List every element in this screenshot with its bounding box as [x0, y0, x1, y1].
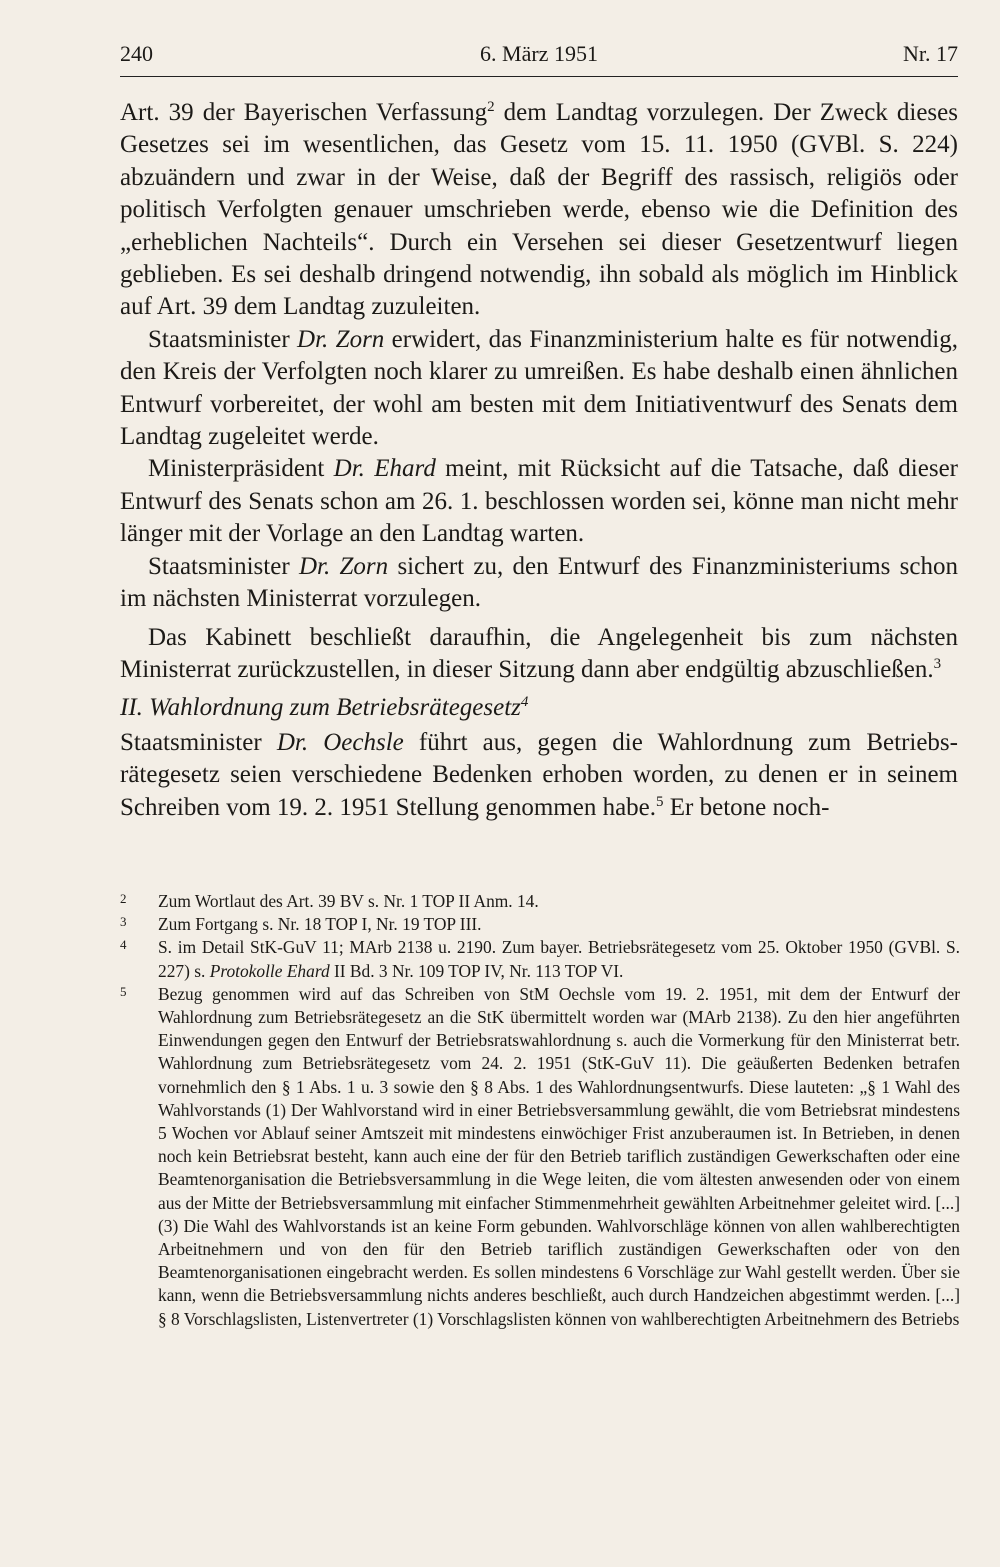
running-head-issue: Nr. 17 [903, 41, 958, 66]
text-run: Das Kabinett beschließt daraufhin, die Angelegenheit bis zum nächsten Ministerrat zurückzustellen, in dieser Sitzung dann aber endgültig abzuschließen. [120, 623, 958, 683]
section-heading [120, 692, 958, 724]
footnote-text [158, 891, 539, 911]
italic-name: Dr. Zorn [298, 552, 389, 580]
text-run: II Bd. 3 Nr. 109 TOP IV, Nr. 113 TOP VI. [329, 960, 624, 981]
text-run: Staatsminister [120, 728, 277, 756]
footnotes [120, 890, 960, 1331]
text-run: Ministerpräsident [148, 455, 334, 483]
footnote-ref: 2 [487, 99, 495, 115]
footnote-ref: 4 [520, 694, 529, 711]
text-run: Staatsminister [148, 325, 298, 353]
text-run: führt aus, gegen die Wahlordnung zum Betriebsrätegesetz seien verschiedene Bedenken erhoben worden, zu denen er in seinem Schreiben vom 19. 2. 1951 Stellung genommen habe. [120, 728, 958, 821]
italic-name: Dr. Zorn [297, 325, 385, 353]
footnote [120, 983, 960, 1331]
text-run: dem Landtag vorzulegen. Der Zweck dieses Gesetzes sei im wesentlichen, das Gesetz vom 15. 11. 1950 (GVBl. S. 224) abzuändern und zwar in der Weise, daß der Begriff des rassisch, religiös oder politisch Verfolgten genauer umschrieben werde, ebenso wie die Definition des „erheblichen Nachteils“. Durch ein Versehen sei dieser Gesetzentwurf liegen geblieben. Es sei deshalb dringend notwendig, ihn sobald als möglich im Hinblick auf Art. 39 dem Landtag zuzuleiten. [120, 99, 958, 321]
paragraph [120, 622, 958, 687]
italic-name: Dr. Oechsle [276, 728, 404, 756]
running-head-date: 6. März 1951 [480, 41, 598, 66]
footnote-text [158, 914, 482, 934]
footnote [120, 936, 960, 982]
header-rule [120, 76, 958, 77]
text-run: S. im Detail StK-GuV 11; MArb 2138 u. 2190. Zum bayer. Betriebsrätegesetz vom 25. Oktober 1950 (GVBl. S. 227) s. [158, 937, 960, 981]
text-run: sichert zu, den Entwurf des Finanzministeriums schon im nächsten Ministerrat vorzulegen. [120, 552, 958, 613]
text-run: meint, mit Rücksicht auf die Tatsache, daß dieser Entwurf des Senats schon am 26. 1. beschlossen worden sei, könne man nicht mehr länger mit der Vorlage an den Landtag warten. [120, 455, 958, 548]
text-run: Zum Wortlaut des Art. 39 BV s. Nr. 1 TOP II Anm. 14. [158, 891, 539, 911]
italic-name: Dr. Ehard [333, 455, 436, 483]
paragraph [120, 727, 958, 824]
text-run: Zum Fortgang s. Nr. 18 TOP I, Nr. 19 TOP III. [158, 914, 482, 935]
footnote-ref: 5 [656, 793, 664, 810]
footnote-text [158, 984, 960, 1329]
paragraph [120, 324, 958, 454]
text-run: erwidert, das Finanzministerium halte es für notwendig, den Kreis der Verfolgten noch klarer zu umreißen. Es habe deshalb einen ähnlichen Entwurf vorbereitet, der wohl am besten mit dem Initiativentwurf des Senats dem Landtag zugeleitet werde. [120, 325, 958, 451]
footnote-number: 5 [120, 983, 127, 999]
footnote-number: 4 [120, 937, 127, 953]
page-number: 240 [120, 41, 153, 66]
footnote-number: 2 [120, 891, 127, 906]
footnote-ref: 3 [933, 655, 942, 672]
italic-name: Protokolle Ehard [209, 960, 330, 981]
text-run: II. Wahlordnung zum Betriebsrätegesetz [120, 694, 521, 722]
text-run: Er betone noch- [663, 793, 830, 821]
text-run: Staatsminister [148, 552, 299, 580]
text-run: Art. 39 der Bayerischen Verfassung [120, 99, 488, 126]
footnote [120, 913, 960, 936]
footnote [120, 890, 960, 913]
paragraph [120, 97, 958, 324]
main-text [120, 97, 958, 824]
paragraph [120, 453, 958, 550]
running-head [120, 38, 958, 70]
footnote-text [158, 937, 960, 980]
footnote-number: 3 [120, 914, 127, 930]
text-run: Bezug genommen wird auf das Schreiben von StM Oechsle vom 19. 2. 1951, mit dem der Entwurf der Wahlordnung zum Betriebsrätegesetz an die StK übermittelt worden war (MArb 2138). Zu den hier angeführten Einwendungen gegen den Entwurf der Betriebsratswahlordnung s. auch die Vormerkung für den Ministerrat betr. Wahlordnung zum Betriebsrätegesetz vom 24. 2. 1951 (StK-GuV 11). Die geäußerten Bedenken betrafen vornehmlich den § 1 Abs. 1 u. 3 sowie den § 8 Abs. 1 des Wahlordnungsentwurfs. Diese lauteten: „§ 1 Wahl des Wahlvorstands (1) Der Wahlvorstand wird in einer Betriebsversammlung gewählt, die vom Betriebsrat mindestens 5 Wochen vor Ablauf seiner Amtszeit mit mindestens einwöchiger Frist anzuberaumen ist. In Betrieben, in denen noch kein Betriebsrat besteht, kann auch eine der für den Betrieb tariflich zuständigen Gewerkschaften oder eine Beamtenorganisation die Betriebsversammlung in die Wege leiten, die vom ältesten anwesenden oder von einem aus der Mitte der Betriebsversammlung mit einfacher Stimmenmehrheit gewählten Arbeitnehmer geleitet wird. [...] (3) Die Wahl des Wahlvorstands ist an keine Form gebunden. Wahlvorschläge können von allen wahlberechtigten Arbeitnehmern und von den für den Betrieb tariflich zuständigen Gewerkschaften oder von den Beamtenorganisationen eingebracht werden. Es sollen mindestens 6 Vorschläge zur Wahl gestellt werden. Über sie kann, wenn die Betriebsversammlung nichts anderes beschließt, auch durch Handzeichen abgestimmt werden. [...] § 8 Vorschlagslisten, Listenvertreter (1) Vorschlagslisten können von wahlberechtigten Arbeitnehmern des Betriebs [158, 983, 960, 1329]
paragraph [120, 551, 958, 616]
